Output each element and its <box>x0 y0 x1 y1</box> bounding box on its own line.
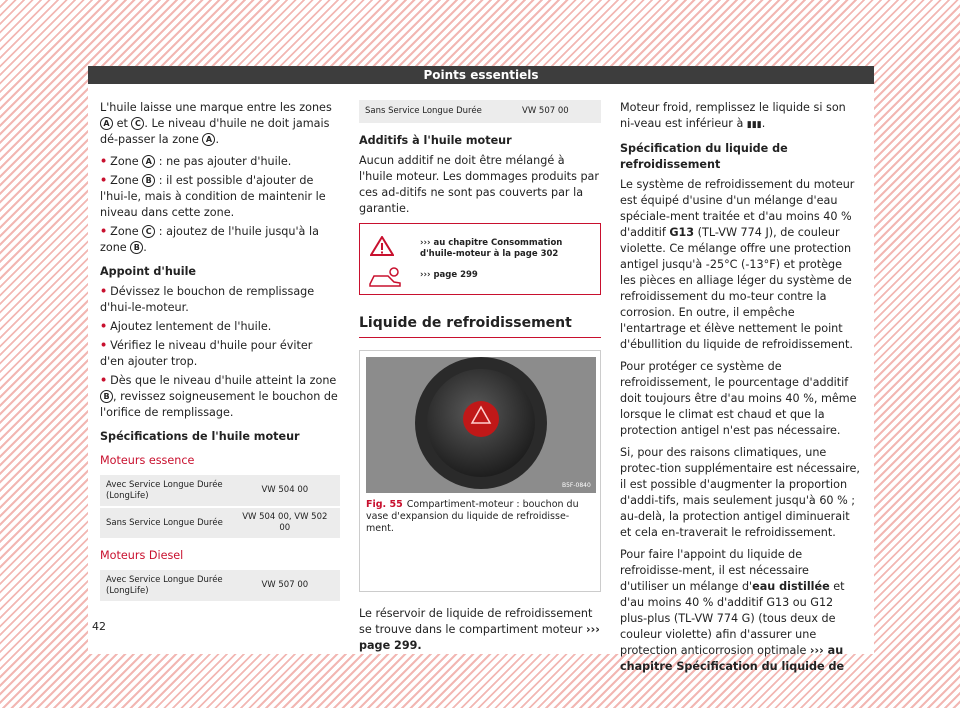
table-row: Avec Service Longue Durée (LongLife) VW 507 00 <box>100 570 340 602</box>
spec-title: Spécifications de l'huile moteur <box>100 430 300 443</box>
list-item: • Dévissez le bouchon de remplissage d'hui-le-moteur. <box>100 285 315 314</box>
zone-badge-a: A <box>202 133 215 146</box>
coolant-cap-image <box>366 357 596 493</box>
additifs-title: Additifs à l'huile moteur <box>359 134 512 147</box>
additifs-text: Aucun additif ne doit être mélangé à l'huile moteur. Les dommages produits par ces ad-ditifs ne sont pas couverts par la garantie. <box>359 154 600 215</box>
paragraph: Moteur froid, remplissez le liquide si son ni-veau est inférieur à ▮▮▮. <box>620 101 846 130</box>
header-title: Points essentiels <box>423 68 539 82</box>
table-row: Sans Service Longue Durée VW 507 00 <box>359 100 601 124</box>
table-row: Sans Service Longue Durée VW 504 00, VW 502 00 <box>100 507 340 539</box>
list-item: • Vérifiez le niveau d'huile pour éviter d'en ajouter trop. <box>100 339 313 368</box>
list-item: • Zone B : il est possible d'ajouter de l'hui-le, mais à condition de maintenir le niveau dans cette zone. <box>100 174 326 219</box>
min-icon: ▮▮▮ <box>746 120 762 130</box>
photo-code: B5F-0840 <box>562 482 591 489</box>
list-item: • Zone C : ajoutez de l'huile jusqu'à la zone B . <box>100 225 319 254</box>
column-right <box>620 100 860 681</box>
car-note-icon <box>368 266 402 288</box>
list-item: • Zone A : ne pas ajouter d'huile. <box>100 155 292 168</box>
table-row: Avec Service Longue Durée (LongLife) VW 504 00 <box>100 475 340 507</box>
bullet-icon: • <box>100 225 108 238</box>
paragraph: Pour protéger ce système de refroidissement, le pourcentage d'additif doit toujours être d'au moins 40 %, même lorsque le climat est chaud et que la protection antigel n'est pas nécessaire. <box>620 360 857 437</box>
diesel-title: Moteurs Diesel <box>100 549 184 562</box>
coolant-spec-title: Spécification du liquide de refroidissement <box>620 142 788 171</box>
section-title: Liquide de refroidissement <box>359 305 601 338</box>
paragraph: Le système de refroidissement du moteur est équipé d'usine d'un mélange d'eau spéciale-ment traitée et d'au moins 40 % d'additif G13 (TL-VW 774 J), de couleur violette. Ce mélange offre une protection antigel jusqu'à -25°C (-13°F) et protège les pièces en alliage léger du système de refroidissement du mo-teur contre la corrosion. En outre, il empêche l'entartrage et élève nettement le point d'ébullition du liquide de refroidissement. <box>620 178 855 351</box>
page-reference-link[interactable]: ››› page 299. <box>359 623 600 652</box>
header-bar <box>88 66 874 84</box>
zone-badge: B <box>142 174 155 187</box>
column-left <box>100 100 340 609</box>
appoint-title: Appoint d'huile <box>100 265 197 278</box>
bullet-icon: • <box>100 174 108 187</box>
essence-title: Moteurs essence <box>100 454 195 467</box>
warning-triangle-icon <box>370 236 394 256</box>
bullet-icon: • <box>100 155 108 168</box>
paragraph: Pour faire l'appoint du liquide de refroidisse-ment, il est nécessaire d'utiliser un mélange d'eau distillée et d'au moins 40 % d'additif G13 ou G12 plus-plus (TL-VW 774 G) (tous deux de couleur violette) afin d'assurer une protection anticorrosion optimale ››› au chapitre Spécification du liquide de <box>620 548 845 673</box>
chapter-reference-link[interactable]: ››› au chapitre Spécification du liquide de <box>620 644 845 673</box>
zone-badge: B <box>100 390 113 403</box>
zone-badge-c: C <box>131 117 144 130</box>
paragraph: Si, pour des raisons climatiques, une protec-tion supplémentaire est nécessaire, il est possible d'augmenter la proportion d'addi-tifs, mais seulement jusqu'à 60 % ; au-delà, la protection antigel diminuerait et cela en-traverait le refroidissement. <box>620 446 860 539</box>
diesel-table-continued <box>359 100 601 125</box>
zone-badge: C <box>142 225 155 238</box>
list-item: • Dès que le niveau d'huile atteint la zone B , revissez soigneusement le bouchon de l'orifice de remplissage. <box>100 374 338 419</box>
warning-box <box>359 223 601 295</box>
figure-box <box>359 350 601 592</box>
zone-badge: A <box>142 155 155 168</box>
zone-badge-a: A <box>100 117 113 130</box>
reservoir-text: Le réservoir de liquide de refroidissement se trouve dans le compartiment moteur ››› page 299. <box>359 607 600 652</box>
note-link-page[interactable]: ››› page 299 <box>420 270 478 280</box>
diesel-table <box>100 570 340 603</box>
page-number: 42 <box>92 620 106 633</box>
intro-paragraph: L'huile laisse une marque entre les zones A et C . Le niveau d'huile ne doit jamais dé-passer la zone A . <box>100 101 332 146</box>
figure-caption: Fig. 55 Compartiment-moteur : bouchon du vase d'expansion du liquide de refroidisse-ment. <box>366 499 579 534</box>
column-middle <box>359 100 601 660</box>
warning-link-consommation[interactable]: ››› au chapitre Consommation d'huile-moteur à la page 302 <box>420 238 563 259</box>
figure-label: Fig. 55 <box>366 499 403 510</box>
coolant-cap-photo <box>366 357 596 493</box>
zone-badge: B <box>130 241 143 254</box>
essence-table <box>100 475 340 540</box>
list-item: • Ajoutez lentement de l'huile. <box>100 320 272 333</box>
